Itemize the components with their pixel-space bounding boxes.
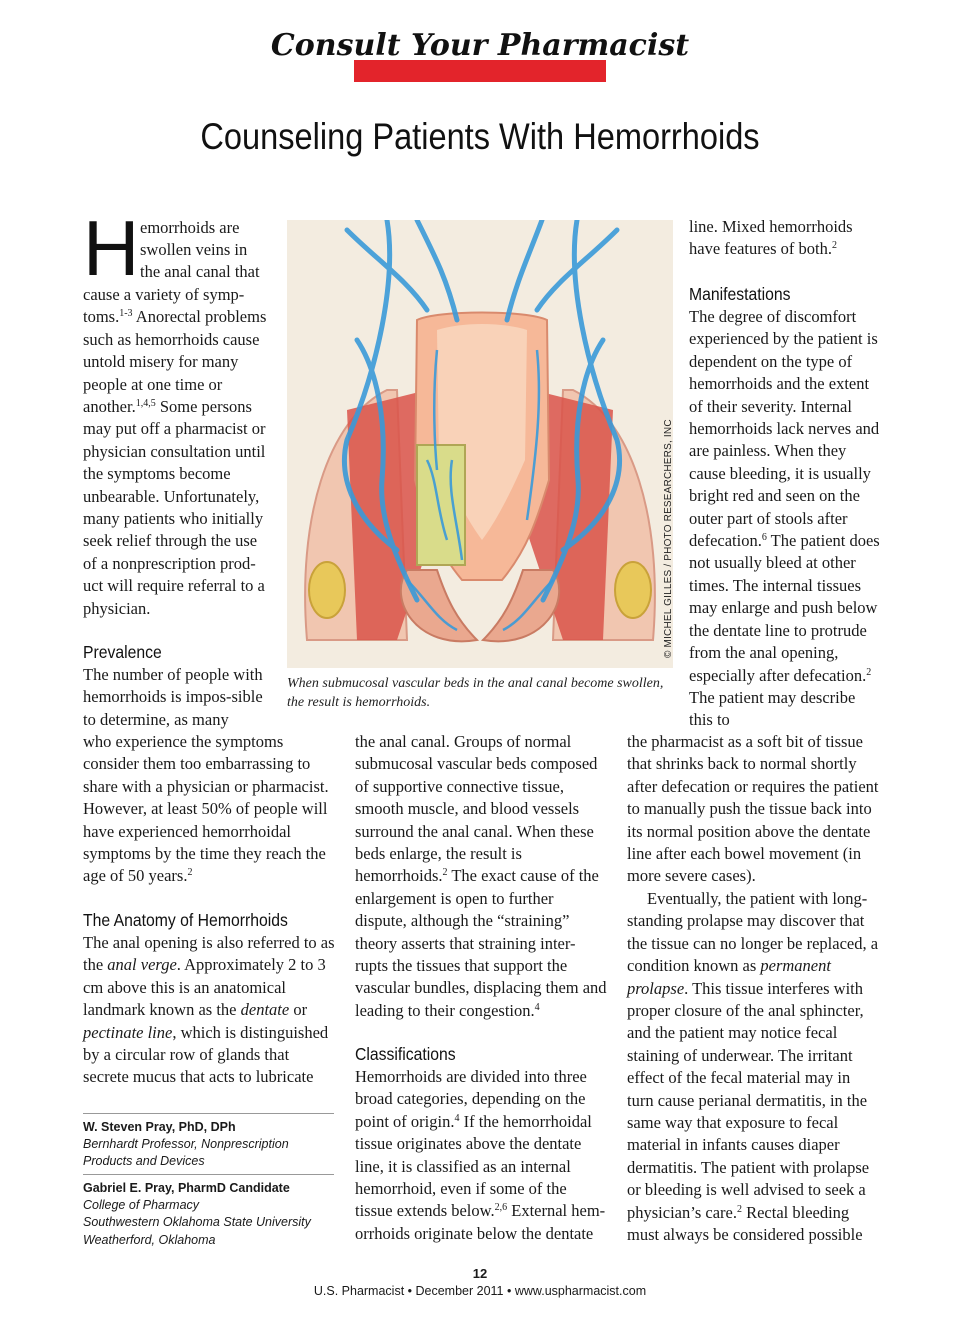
author-divider bbox=[83, 1174, 334, 1175]
anatomy-illustration bbox=[287, 220, 673, 668]
heading-manifestations: Manifestations bbox=[689, 284, 791, 304]
author-affiliation: College of Pharmacy bbox=[83, 1198, 200, 1213]
heading-anatomy: The Anatomy of Hemorrhoids bbox=[83, 910, 288, 930]
intro-line-3: the anal canal that bbox=[140, 262, 260, 281]
author-block-2 bbox=[83, 1180, 311, 1249]
author-affiliation: Bernhardt Professor, Nonprescription bbox=[83, 1137, 289, 1152]
author-name: Gabriel E. Pray, PharmD Candidate bbox=[83, 1181, 290, 1195]
intro-line-1: emorrhoids are bbox=[140, 218, 240, 237]
prevalence-paragraph: who experience the symptoms consider them too embarrassing to share with a physician or pharmacist. However, at least 50% of people will have experienced hemorrhoidal symptoms by the time they reach the age of 50 years.$^2$ bbox=[83, 732, 329, 886]
hemorrhoid-anatomy-drawing bbox=[287, 220, 673, 668]
manifestations-paragraph: the pharmacist as a soft bit of tissue that shrinks back to normal shortly after defecation or requires the patient to manually push the tissue back into its normal position above the dentate line after each bowel movement (in more severe cases). bbox=[627, 732, 879, 886]
author-affiliation: Weatherford, Oklahoma bbox=[83, 1232, 216, 1247]
classifications-paragraph: Hemorrhoids are divided into three broad categories, depending on the point of origin.$^4$ If the hemorrhoidal tissue originates above the dentate line, it is classified as an internal hemorrhoid, even if some of the tissue extends below.$^{2,6}$ External hem-orrhoids originate below the dentate bbox=[355, 1067, 606, 1243]
author-block-1 bbox=[83, 1119, 289, 1171]
article-title: Counseling Patients With Hemorrhoids bbox=[200, 116, 760, 157]
page-number: 12 bbox=[472, 1266, 488, 1281]
prolapse-paragraph: Eventually, the patient with long-standing prolapse may discover that the tissue can no longer be replaced, a condition known as permanent prolapse. This tissue interferes with proper closure of the anal sphincter, and the patient may notice fecal staining of underwear. The irritant effect of the fecal material may in turn cause perianal dermatitis, in the same way that exposure to fecal material in infants causes diaper dermatitis. The patient with prolapse or bleeding is well advised to seek a physician’s care.$^2$ Rectal bleeding must always be considered possible bbox=[627, 889, 879, 1245]
heading-classifications: Classifications bbox=[355, 1044, 456, 1064]
figure-caption: When submucosal vascular beds in the anal canal become swollen, the result is hemorrhoids. bbox=[287, 676, 664, 710]
prevalence-narrow: The number of people with hemorrhoids is impos-sible to determine, as many bbox=[83, 665, 263, 729]
publication-footer: U.S. Pharmacist • December 2011 • www.uspharmacist.com bbox=[313, 1284, 647, 1298]
author-name: W. Steven Pray, PhD, DPh bbox=[83, 1120, 236, 1134]
author-affiliation: Products and Devices bbox=[83, 1154, 205, 1169]
intro-line-2: swollen veins in bbox=[140, 240, 248, 259]
anatomy-paragraph: The anal opening is also referred to as the anal verge. Approximately 2 to 3 cm above this is an anatomical landmark known as the dentate or pectinate line, which is distinguished by a circular row of glands that secrete mucus that acts to lubricate bbox=[83, 933, 335, 1087]
right-top-paragraph: line. Mixed hemorrhoids have features of both.$^2$ bbox=[689, 217, 853, 259]
author-divider bbox=[83, 1113, 334, 1114]
section-title: Consult Your Pharmacist bbox=[270, 28, 690, 63]
manifestations-narrow: The degree of discomfort experienced by the patient is dependent on the type of hemorrhoids and the extent of their severity. Internal hemorrhoids lack nerves and are painless. When they cause bleeding, it is usually bright red and seen on the outer part of stools after defecation.$^6$ The patient does not usually bleed at other times. The internal tissues may enlarge and push below the dentate line to protrude from the anal opening, especially after defecation.$^2$ The patient may describe this to bbox=[689, 307, 880, 730]
header-accent-bar bbox=[354, 60, 606, 82]
author-affiliation: Southwestern Oklahoma State University bbox=[83, 1215, 311, 1230]
middle-paragraph: the anal canal. Groups of normal submucosal vascular beds composed of supportive connective tissue, smooth muscle, and blood vessels surround the anal canal. When these beds enlarge, the result is hemorrhoids.$^2$ The exact cause of the enlargement is open to further dispute, although the “straining” theory asserts that straining inter-rupts the tissues that support the vascular bundles, displacing them and leading to their congestion.$^4$ bbox=[355, 732, 607, 1020]
intro-paragraph: cause a variety of symp-toms.$^{1-3}$ Anorectal problems such as hemorrhoids cause untold misery for many people at one time or another.$^{1,4,5}$ Some persons may put off a pharmacist or physician consultation until the symptoms become unbearable. Unfortunately, many patients who initially seek relief through the use of a nonprescription prod-uct will require referral to a physician. bbox=[83, 285, 267, 618]
drop-cap: H bbox=[83, 204, 140, 292]
photo-credit: © MICHEL GILLES / PHOTO RESEARCHERS, INC bbox=[663, 419, 674, 658]
heading-prevalence: Prevalence bbox=[83, 642, 162, 662]
